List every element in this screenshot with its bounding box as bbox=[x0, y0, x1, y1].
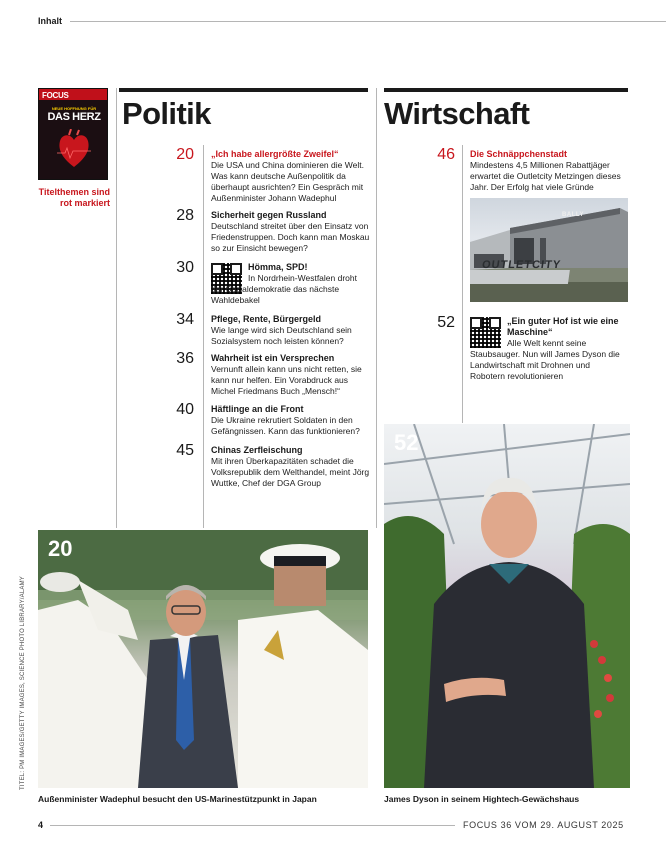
wirtschaft-bar bbox=[384, 88, 628, 92]
outletcity-sign: OUTLETCITY bbox=[481, 259, 562, 271]
dyson-greenhouse-icon bbox=[384, 424, 630, 788]
footer-page-number: 4 bbox=[38, 820, 44, 830]
themes-note: Titelthemen sind rot markiert bbox=[38, 187, 110, 208]
outletcity-photo[interactable] bbox=[470, 198, 628, 302]
page-number: 36 bbox=[176, 350, 194, 367]
entry-text: Die USA und China dominieren die Welt. Was kann deutsche Außenpolitik da überhaupt ausrichten? Ein Gespräch mit Außenminister Johann Wadephul bbox=[211, 160, 364, 203]
politik-title: Politik bbox=[122, 96, 211, 131]
page-number: 20 bbox=[176, 146, 194, 163]
entry-title: „Ein guter Hof ist wie eine Maschine“ bbox=[507, 316, 619, 337]
politik-inner-rule bbox=[203, 145, 204, 528]
page-number: 52 bbox=[437, 314, 455, 331]
entry-title: Sicherheit gegen Russland bbox=[211, 210, 327, 220]
photo-credit: TITEL: PM IMAGES/GETTY IMAGES, SCIENCE PHOTO LIBRARY/ALAMY bbox=[20, 576, 26, 790]
entry-title: Häftlinge an die Front bbox=[211, 404, 304, 414]
page-number: 40 bbox=[176, 401, 194, 418]
dyson-photo[interactable] bbox=[384, 424, 630, 788]
cover-kicker: NEUE HOFFNUNG FÜR bbox=[51, 106, 97, 111]
cover-thumbnail[interactable] bbox=[38, 88, 108, 180]
column-divider bbox=[376, 88, 377, 528]
footer-rule bbox=[50, 825, 455, 826]
entry-text: Alle Welt kennt seine Staubsauger. Nun will James Dyson die Landwirtschaft mit Drohnen und Robotern revolutionieren bbox=[470, 338, 620, 381]
page-number: 30 bbox=[176, 259, 194, 276]
entry-text: Vernunft allein kann uns nicht retten, sie kann nur helfen. Ein Vorabdruck aus Michel Friedmans Buch „Mensch!“ bbox=[211, 364, 362, 396]
entry-title: Hömma, SPD! bbox=[248, 262, 308, 272]
footer-issue: FOCUS 36 VOM 29. AUGUST 2025 bbox=[463, 820, 624, 830]
bally-sign: BALLY bbox=[562, 212, 584, 218]
entry-title: Chinas Zerfleischung bbox=[211, 445, 303, 455]
page-number: 45 bbox=[176, 442, 194, 459]
politik-bar bbox=[119, 88, 368, 92]
wirtschaft-title: Wirtschaft bbox=[384, 96, 530, 131]
outletcity-building-icon bbox=[470, 198, 628, 302]
entry-text: Die Ukraine rekrutiert Soldaten in den Gefängnissen. Kann das funktionieren? bbox=[211, 415, 360, 436]
entry-text: Deutschland streitet über den Einsatz von Friedenstruppen. Doch kann man Moskau so zur Einsicht bewegen? bbox=[211, 221, 370, 253]
photo-page-number: 20 bbox=[48, 536, 73, 561]
entry-text: In Nordrhein-Westfalen droht der Sozialdemokratie das nächste Wahldebakel bbox=[211, 273, 357, 305]
wirtschaft-inner-rule bbox=[462, 145, 463, 423]
page-number: 28 bbox=[176, 207, 194, 224]
entry-text: Mit ihren Überkapazitäten schadet die Volksrepublik dem Welthandel, meint Jörg Wuttke, Chef der DGA Group bbox=[211, 456, 370, 488]
heart-icon bbox=[57, 129, 91, 169]
politik-left-rule bbox=[116, 88, 117, 528]
header-label: Inhalt bbox=[38, 16, 62, 26]
entry-text: Mindestens 4,5 Millionen Rabattjäger erwartet die Outletcity Metzingen dieses Jahr. Der Erfolg hat viele Gründe bbox=[470, 160, 621, 192]
entry-title: Wahrheit ist ein Versprechen bbox=[211, 353, 335, 363]
dyson-caption: James Dyson in seinem Hightech-Gewächshaus bbox=[384, 794, 580, 804]
cover-brand: FOCUS bbox=[42, 91, 69, 100]
cover-title: DAS HERZ bbox=[47, 111, 101, 123]
wadephul-photo[interactable] bbox=[38, 530, 368, 788]
entry-title: „Ich habe allergrößte Zweifel“ bbox=[211, 149, 339, 159]
entry-title: Pflege, Rente, Bürgergeld bbox=[211, 314, 322, 324]
page-number: 34 bbox=[176, 311, 194, 328]
header-rule bbox=[70, 21, 666, 22]
page-number: 46 bbox=[437, 146, 455, 163]
entry-text: Wie lange wird sich Deutschland sein Sozialsystem noch leisten können? bbox=[211, 325, 352, 346]
wadephul-caption: Außenminister Wadephul besucht den US-Marinestützpunkt in Japan bbox=[38, 794, 317, 804]
wadephul-scene-icon bbox=[38, 530, 368, 788]
photo-page-number: 52 bbox=[394, 430, 419, 455]
entry-title: Die Schnäppchenstadt bbox=[470, 149, 568, 159]
